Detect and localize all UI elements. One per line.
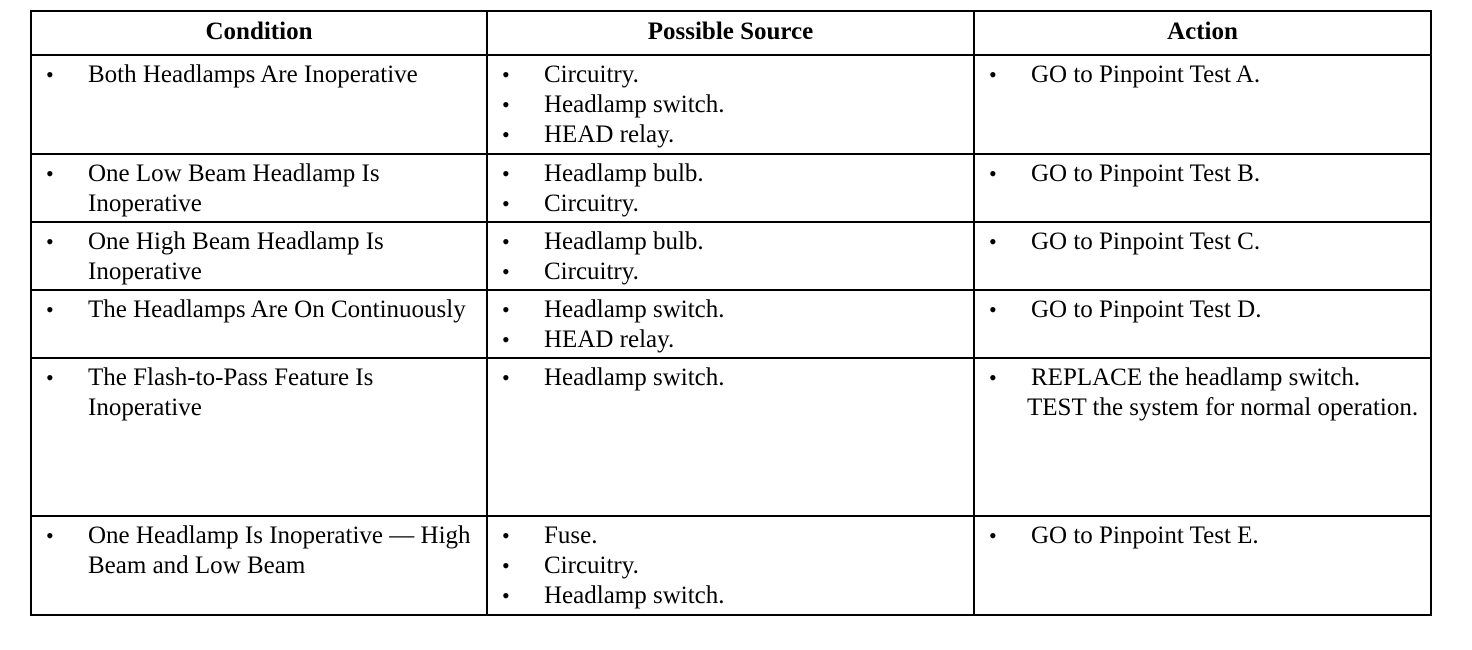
- action-item: • REPLACE the headlamp switch.: [975, 363, 1430, 393]
- header-possible-source: Possible Source: [487, 11, 974, 55]
- table-row: [31, 516, 1431, 615]
- diagnosis-table: [30, 10, 1432, 616]
- condition-item: • The Headlamps Are On Continuously: [32, 295, 486, 325]
- table-row: [31, 290, 1431, 358]
- header-condition: Condition: [31, 11, 487, 55]
- action-cell: [974, 222, 1431, 290]
- action-cell: [974, 516, 1431, 615]
- header-action: Action: [974, 11, 1431, 55]
- source-item: • Headlamp bulb.: [488, 159, 973, 189]
- condition-cell: [31, 290, 487, 358]
- table-row: [31, 154, 1431, 222]
- source-item: • Circuitry.: [488, 189, 973, 219]
- action-cell: [974, 290, 1431, 358]
- action-cell: [974, 358, 1431, 516]
- condition-cell: [31, 358, 487, 516]
- source-item: • Headlamp switch.: [488, 295, 973, 325]
- action-item: • GO to Pinpoint Test E.: [975, 521, 1430, 551]
- action-item: • GO to Pinpoint Test D.: [975, 295, 1430, 325]
- condition-cell: [31, 222, 487, 290]
- condition-cell: [31, 516, 487, 615]
- action-item: • GO to Pinpoint Test A.: [975, 60, 1430, 90]
- table-row: [31, 358, 1431, 516]
- source-item: • Circuitry.: [488, 551, 973, 581]
- condition-item: • One Headlamp Is Inoperative — High Beam and Low Beam: [32, 521, 486, 581]
- source-item: • Circuitry.: [488, 257, 973, 287]
- source-item: • Fuse.: [488, 521, 973, 551]
- condition-item: • One Low Beam Headlamp Is Inoperative: [32, 159, 486, 219]
- condition-cell: [31, 55, 487, 154]
- source-cell: [487, 55, 974, 154]
- source-item: • Headlamp bulb.: [488, 227, 973, 257]
- action-cell: [974, 154, 1431, 222]
- action-cell: [974, 55, 1431, 154]
- action-note: TEST the system for normal operation.: [1027, 394, 1419, 421]
- source-item: • Headlamp switch.: [488, 581, 973, 611]
- source-cell: [487, 358, 974, 516]
- source-item: • Headlamp switch.: [488, 363, 973, 393]
- table-row: [31, 222, 1431, 290]
- source-item: • HEAD relay.: [488, 325, 973, 355]
- source-item: • Circuitry.: [488, 60, 973, 90]
- condition-item: • The Flash-to-Pass Feature Is Inoperative: [32, 363, 486, 423]
- source-item: • HEAD relay.: [488, 120, 973, 150]
- header-row: [31, 11, 1431, 55]
- condition-item: • One High Beam Headlamp Is Inoperative: [32, 227, 486, 287]
- source-cell: [487, 154, 974, 222]
- condition-cell: [31, 154, 487, 222]
- action-item: • GO to Pinpoint Test B.: [975, 159, 1430, 189]
- condition-item: • Both Headlamps Are Inoperative: [32, 60, 486, 90]
- source-item: • Headlamp switch.: [488, 90, 973, 120]
- source-cell: [487, 290, 974, 358]
- table-row: [31, 55, 1431, 154]
- source-cell: [487, 222, 974, 290]
- action-item: • GO to Pinpoint Test C.: [975, 227, 1430, 257]
- source-cell: [487, 516, 974, 615]
